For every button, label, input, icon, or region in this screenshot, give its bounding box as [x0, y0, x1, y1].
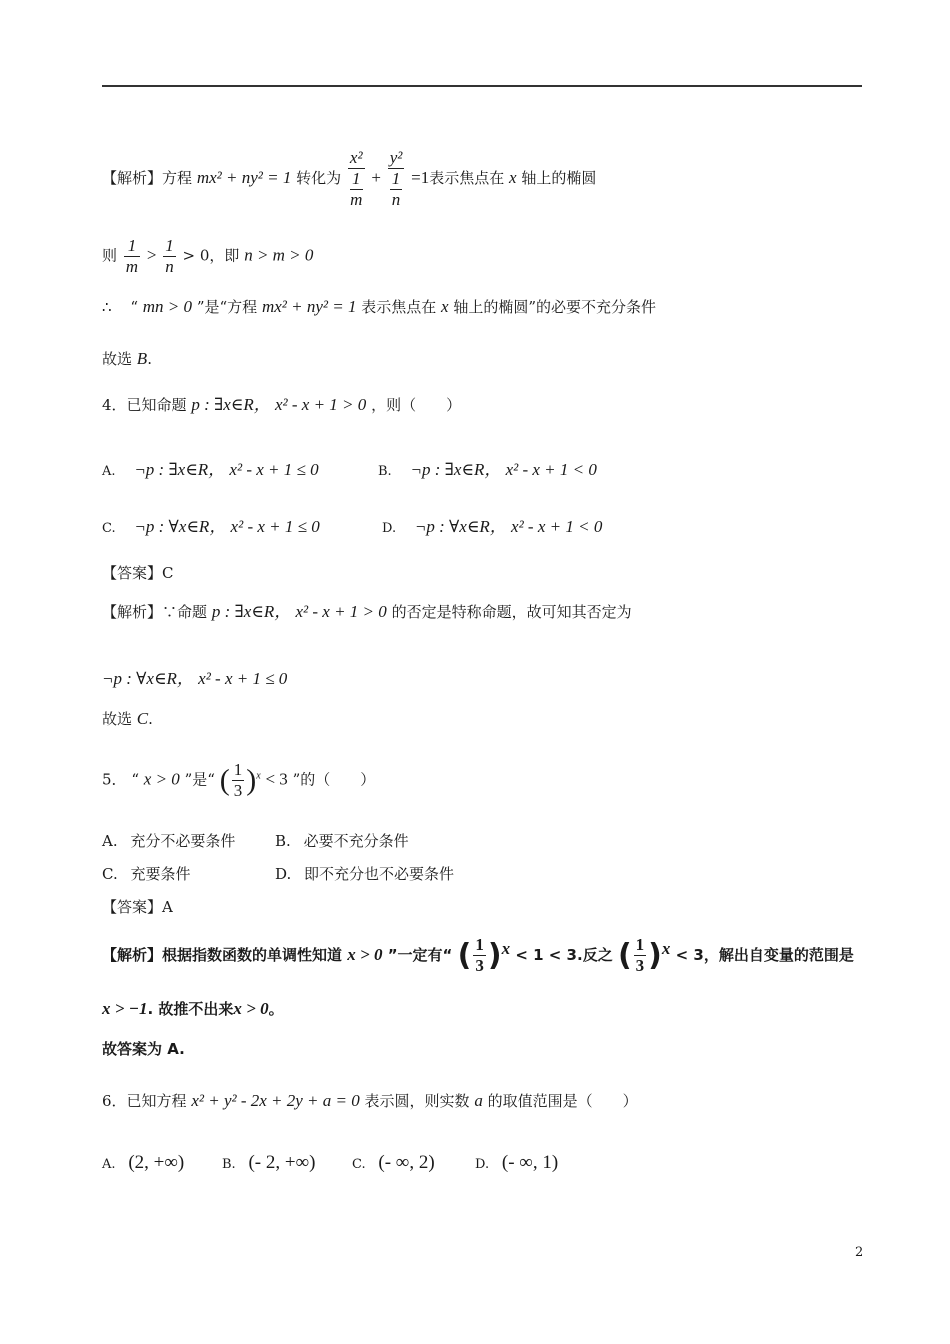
- denominator: [348, 169, 365, 210]
- option-label: D.: [382, 521, 397, 536]
- equation: mx² + ny² = 1: [196, 168, 292, 187]
- fraction-x2: [348, 148, 365, 210]
- var-a: a: [474, 1091, 483, 1110]
- option-text: 充要条件: [130, 865, 191, 883]
- text: 。: [268, 1000, 284, 1018]
- inner-num: 1: [390, 169, 403, 190]
- condition: x > 0: [143, 769, 180, 789]
- option-text: (- ∞, 2): [378, 1152, 435, 1173]
- q5-answer: [102, 896, 173, 917]
- proposition: p : ∃x∈R， x² - x + 1 > 0: [191, 395, 367, 414]
- text: ”的（ ）: [292, 770, 376, 789]
- text: 轴上的椭圆: [521, 169, 597, 187]
- text: 故答案为 A.: [102, 1040, 185, 1058]
- text: 的取值范围是（ ）: [487, 1092, 638, 1110]
- denominator: [388, 169, 405, 210]
- q5-stem: 5． “ x > 0 ”是“ ( $\frac{1}{3}$ )$^x$ < 3 ”的（ ）: [102, 760, 376, 800]
- answer-tag: 【答案】: [102, 564, 163, 582]
- inequality: x > 0: [347, 945, 383, 964]
- q6-option-c: [352, 1152, 435, 1174]
- option-text: ¬p : ∀x∈R， x² - x + 1 < 0: [414, 517, 603, 536]
- fraction-1-3: $\frac{1}{3}$: [475, 935, 484, 975]
- option-label: A.: [102, 464, 116, 479]
- inequality: x > −1: [102, 999, 148, 1018]
- q5-analysis-line1: 【解析】根据指数函数的单调性知道 x > 0 ”一定有“ ( $\frac{1}{3}$ )$^x$ < 1 < 3.反之 ( $\frac{1}{3}$ )$^x$ < 3，解出自变量的范围是: [102, 935, 854, 975]
- fraction-1-3: $\frac{1}{3}$: [635, 935, 645, 975]
- text: > 0，即: [182, 246, 240, 265]
- q5-option-b: [275, 830, 409, 851]
- text: 转化为: [296, 169, 342, 187]
- because-symbol: ∵: [162, 603, 178, 621]
- inner-den: n: [391, 190, 401, 209]
- option-label: C.: [102, 521, 116, 536]
- text: ，则（ ）: [371, 396, 462, 414]
- q3-analysis-line1: [102, 148, 596, 210]
- choice: C: [136, 709, 149, 728]
- q5-final: [102, 1038, 185, 1059]
- option-text: (- 2, +∞): [248, 1152, 316, 1173]
- option-label: C.: [352, 1157, 366, 1172]
- option-label: D.: [475, 1157, 490, 1172]
- option-text: 必要不充分条件: [303, 832, 409, 850]
- option-text: 充分不必要条件: [130, 832, 236, 850]
- fraction-1-m: $\frac{1}{m}$: [125, 236, 139, 276]
- text: 命题: [177, 603, 208, 621]
- q5-option-c: [102, 863, 191, 884]
- analysis-tag: 【解析】: [102, 946, 163, 964]
- option-text: ¬p : ∃x∈R， x² - x + 1 ≤ 0: [134, 460, 319, 479]
- option-text: 即不充分也不必要条件: [304, 865, 455, 883]
- fraction-1-n: $\frac{1}{n}$: [165, 236, 174, 276]
- plus: +: [371, 168, 381, 187]
- inner-num: 1: [350, 169, 363, 190]
- option-text: (2, +∞): [128, 1152, 185, 1173]
- page-number: 2: [855, 1245, 864, 1260]
- q4-analysis-line2: [102, 664, 287, 689]
- text: ”一定有“: [387, 946, 453, 964]
- equals-one: =1: [411, 168, 430, 187]
- dot: .: [148, 710, 153, 728]
- fraction-1-3: $\frac{1}{3}$: [233, 760, 243, 800]
- q3-conclusion: [102, 348, 152, 369]
- question-stem: 4．已知命题: [102, 396, 187, 414]
- quote: “: [131, 770, 139, 789]
- header-rule: [102, 85, 862, 87]
- q5-option-a: [102, 830, 235, 851]
- inner-den: m: [350, 190, 363, 209]
- text: 故选: [102, 710, 133, 728]
- option-text: ¬p : ∃x∈R， x² - x + 1 < 0: [410, 460, 597, 479]
- text: 表示圆，则实数: [364, 1092, 470, 1110]
- q3-analysis-line3: [102, 296, 656, 317]
- text: 的否定是特称命题，故可知其否定为: [391, 603, 632, 621]
- analysis-tag: 【解析】: [102, 169, 163, 187]
- inequality: < 3: [265, 769, 288, 789]
- var-x: x: [441, 297, 449, 316]
- text: 表示焦点在: [361, 298, 437, 316]
- option-label: C.: [102, 865, 118, 883]
- choice: B: [136, 349, 148, 368]
- text: 方程: [162, 169, 193, 187]
- text: 表示焦点在: [429, 169, 505, 187]
- negation: ¬p : ∀x∈R， x² - x + 1 ≤ 0: [102, 669, 288, 688]
- question-stem: 6．已知方程: [102, 1092, 187, 1110]
- question-number: 5．: [102, 770, 127, 789]
- q6-option-a: [102, 1152, 184, 1174]
- quote: “: [130, 298, 138, 316]
- q5-option-d: [275, 863, 454, 884]
- dot: .: [147, 350, 152, 368]
- equation: mx² + ny² = 1: [261, 297, 357, 316]
- option-text: ¬p : ∀x∈R， x² - x + 1 ≤ 0: [134, 517, 320, 536]
- answer-value: C: [162, 564, 174, 582]
- q3-analysis-line2: 则 $\frac{1}{m}$ > $\frac{1}{n}$ > 0，即 n > m > 0: [102, 236, 314, 276]
- text: 则: [102, 246, 118, 265]
- text: 根据指数函数的单调性知道: [162, 946, 343, 964]
- option-label: B.: [275, 832, 291, 850]
- option-label: D.: [275, 865, 292, 883]
- inequality: mn > 0: [142, 297, 193, 316]
- text: 轴上的椭圆”的必要不充分条件: [453, 298, 657, 316]
- q6-option-b: [222, 1152, 315, 1174]
- q4-conclusion: [102, 708, 153, 729]
- therefore-symbol: ∴: [102, 298, 112, 316]
- q4-option-c: [102, 512, 320, 537]
- exponent: x: [256, 770, 261, 782]
- text: < 3，解出自变量的范围是: [675, 946, 854, 964]
- option-label: B.: [378, 464, 392, 479]
- option-label: B.: [222, 1157, 236, 1172]
- option-label: A.: [102, 832, 118, 850]
- q4-stem: [102, 390, 461, 415]
- numerator: x²: [349, 148, 363, 167]
- q6-option-d: [475, 1152, 558, 1174]
- analysis-tag: 【解析】: [102, 603, 163, 621]
- text: . 故推不出来: [147, 1000, 234, 1018]
- text: 故选: [102, 350, 133, 368]
- numerator: y²: [389, 148, 403, 167]
- fraction-y2: [388, 148, 405, 210]
- q4-analysis-line1: [102, 597, 632, 622]
- q4-option-a: [102, 455, 319, 480]
- option-label: A.: [102, 1157, 116, 1172]
- var-x: x: [509, 168, 517, 187]
- text: ”是“方程: [196, 298, 258, 316]
- q4-answer: [102, 562, 174, 583]
- inequality: x > 0: [233, 999, 269, 1018]
- option-text: (- ∞, 1): [501, 1152, 559, 1173]
- text: ”是“: [184, 770, 215, 789]
- answer-tag: 【答案】: [102, 898, 163, 916]
- q4-option-d: [382, 512, 602, 537]
- inequality: n > m > 0: [244, 245, 314, 265]
- answer-value: A: [162, 898, 173, 916]
- equation: x² + y² - 2x + 2y + a = 0: [191, 1091, 360, 1110]
- text: < 1 < 3.反之: [515, 946, 613, 964]
- proposition: p : ∃x∈R， x² - x + 1 > 0: [211, 602, 387, 621]
- q5-analysis-line2: [102, 998, 284, 1019]
- q6-stem: [102, 1090, 638, 1111]
- q4-option-b: [378, 455, 597, 480]
